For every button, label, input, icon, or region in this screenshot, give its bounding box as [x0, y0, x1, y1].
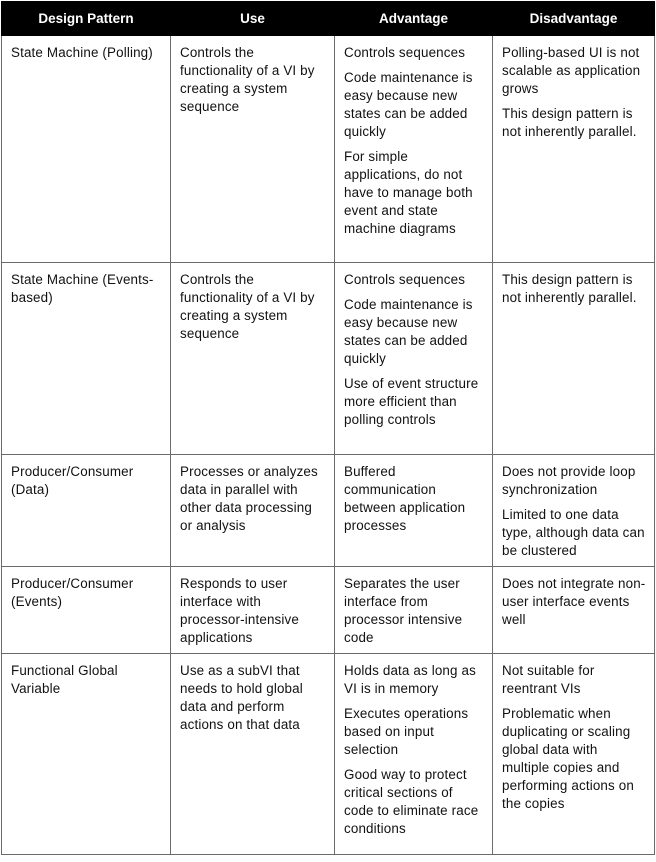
use-text: Responds to user interface with processor-intensive applications: [180, 576, 299, 645]
disadvantage-cell: [493, 455, 655, 567]
advantage-cell: [335, 263, 493, 455]
disadvantage-item: This design pattern is not inherently parallel.: [502, 106, 637, 139]
pattern-cell: [2, 654, 171, 855]
disadvantage-cell: [493, 567, 655, 654]
use-cell: [171, 263, 335, 455]
pattern-cell: [2, 263, 171, 455]
advantage-item: Separates the user interface from processor intensive code: [344, 576, 463, 645]
table-body: [2, 36, 655, 855]
disadvantage-cell: [493, 654, 655, 855]
use-cell: [171, 36, 335, 263]
advantage-cell: [335, 567, 493, 654]
disadvantage-item: This design pattern is not inherently parallel.: [502, 272, 637, 305]
table-row: [2, 455, 655, 567]
advantage-item: Buffered communication between application processes: [344, 464, 466, 533]
pattern-name: Functional Global Variable: [11, 663, 118, 696]
disadvantage-item: Limited to one data type, although data can be clustered: [502, 507, 645, 558]
advantage-item: Use of event structure more efficient than polling controls: [344, 376, 479, 427]
disadvantage-item: Does not integrate non-user interface events well: [502, 576, 646, 627]
advantage-item: For simple applications, do not have to manage both event and state machine diagrams: [344, 149, 473, 236]
pattern-name: State Machine (Events-based): [11, 272, 154, 305]
advantage-cell: [335, 455, 493, 567]
disadvantage-item: Polling-based UI is not scalable as application grows: [502, 45, 641, 96]
advantage-item: Good way to protect critical sections of code to eliminate race conditions: [344, 767, 479, 836]
advantage-item: Controls sequences: [344, 45, 466, 60]
advantage-cell: [335, 36, 493, 263]
table-row: [2, 36, 655, 263]
table-row: [2, 654, 655, 855]
use-text: Use as a subVI that needs to hold global data and perform actions on that data: [180, 663, 303, 732]
table-row: [2, 567, 655, 654]
advantage-item: Controls sequences: [344, 272, 466, 287]
header-advantage: Advantage: [335, 2, 493, 36]
header-row: [2, 2, 655, 36]
header-disadvantage: Disadvantage: [493, 2, 655, 36]
use-text: Controls the functionality of a VI by creating a system sequence: [180, 272, 315, 341]
advantage-cell: [335, 654, 493, 855]
design-pattern-table: [1, 1, 655, 855]
disadvantage-item: Not suitable for reentrant VIs: [502, 663, 595, 696]
pattern-name: Producer/Consumer (Data): [11, 464, 134, 497]
use-cell: [171, 654, 335, 855]
advantage-item: Code maintenance is easy because new states can be added quickly: [344, 70, 473, 139]
pattern-cell: [2, 455, 171, 567]
header-design-pattern: Design Pattern: [2, 2, 171, 36]
disadvantage-cell: [493, 36, 655, 263]
pattern-name: State Machine (Polling): [11, 45, 153, 60]
table-header: [2, 2, 655, 36]
advantage-item: Holds data as long as VI is in memory: [344, 663, 476, 696]
pattern-cell: [2, 567, 171, 654]
pattern-cell: [2, 36, 171, 263]
disadvantage-item: Problematic when duplicating or scaling global data with multiple copies and performing actions on the copies: [502, 706, 634, 811]
advantage-item: Code maintenance is easy because new states can be added quickly: [344, 297, 473, 366]
use-cell: [171, 567, 335, 654]
disadvantage-cell: [493, 263, 655, 455]
disadvantage-item: Does not provide loop synchronization: [502, 464, 636, 497]
table-row: [2, 263, 655, 455]
advantage-item: Executes operations based on input selection: [344, 706, 469, 757]
use-text: Controls the functionality of a VI by creating a system sequence: [180, 45, 315, 114]
use-text: Processes or analyzes data in parallel with other data processing or analysis: [180, 464, 318, 533]
use-cell: [171, 455, 335, 567]
header-use: Use: [171, 2, 335, 36]
pattern-name: Producer/Consumer (Events): [11, 576, 134, 609]
